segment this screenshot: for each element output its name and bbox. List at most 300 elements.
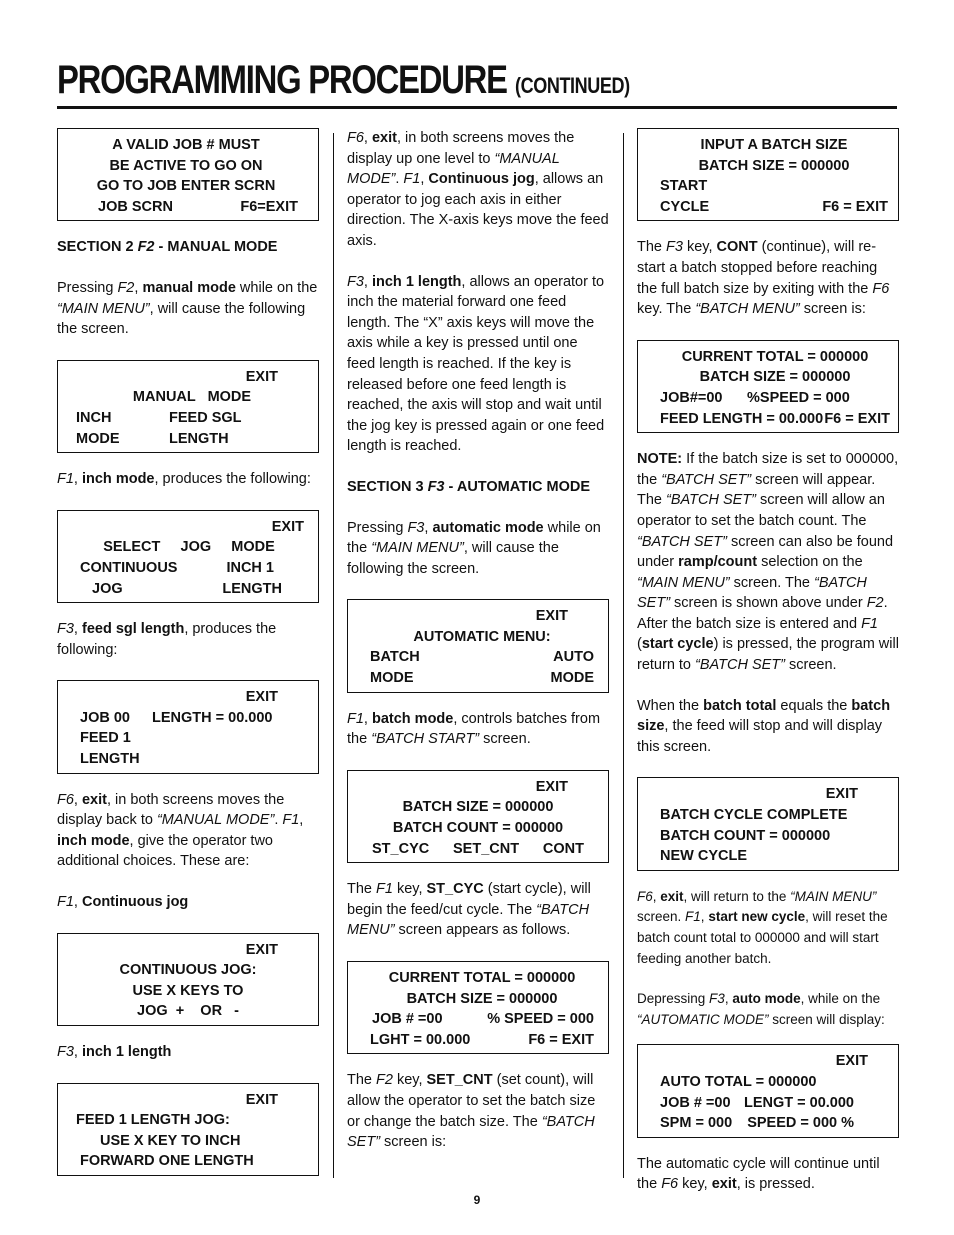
column-3 xyxy=(637,128,899,1215)
text-run: F1 xyxy=(376,881,393,898)
text-run: FORWARD ONE LENGTH xyxy=(80,1153,254,1170)
text-run: MODE xyxy=(370,670,414,687)
text-run: , xyxy=(652,888,661,904)
text-run: SECTION 2 xyxy=(57,239,138,256)
screen-line xyxy=(370,1030,594,1051)
screen-box-automatic-menu xyxy=(347,599,609,692)
text-run: FEED LENGTH = 00.000 xyxy=(660,410,824,427)
screen-box-continuous-jog xyxy=(57,933,319,1026)
text-run: . After the batch size is entered and xyxy=(637,595,888,632)
text-run: EXIT xyxy=(245,689,278,706)
text-run: screen will allow an operator to set the batch count. The xyxy=(637,492,885,529)
text-run: LENGTH xyxy=(80,751,140,768)
text-run: screen will appear. The xyxy=(637,471,876,509)
screen-line xyxy=(76,1151,308,1172)
text-run: Continuous jog xyxy=(81,894,189,911)
text-run: , controls batches from the xyxy=(347,710,601,748)
page-header xyxy=(57,58,897,103)
text-run: USE X KEYS TO xyxy=(132,982,244,999)
screen-line xyxy=(660,388,890,409)
text-run: feed sgl length xyxy=(81,621,185,638)
text-run: USE X KEY TO INCH xyxy=(100,1132,241,1149)
text-run: BATCH SIZE = 000000 xyxy=(698,157,850,174)
text-run: BATCH SIZE = 000000 xyxy=(402,799,554,816)
text-run: , xyxy=(134,279,143,296)
text-run: , allows an operator to jog each axis in either direction. The X-axis keys move the feed axis. xyxy=(347,171,609,249)
column-1 xyxy=(57,128,319,1192)
screen-line xyxy=(372,797,584,818)
screen-line xyxy=(660,367,890,388)
text-run: EXIT xyxy=(245,368,278,385)
text-run: EXIT xyxy=(535,778,568,795)
text-run: BATCH xyxy=(370,649,420,666)
text-run: screen. xyxy=(637,909,686,925)
text-run: FEED SGL xyxy=(169,409,242,426)
paragraph xyxy=(637,696,899,758)
screen-box-batch-set xyxy=(637,128,899,221)
screen-box-feed-sgl-length xyxy=(57,680,319,773)
paragraph xyxy=(347,709,609,750)
screen-box-batch-menu-current xyxy=(637,340,899,433)
text-run: inch mode xyxy=(81,471,155,488)
screen-line xyxy=(76,408,308,429)
text-run: exit xyxy=(711,1176,737,1193)
screen-box-valid-job xyxy=(57,128,319,221)
text-run: LGHT = 00.000 xyxy=(370,1031,471,1048)
text-run: screen is shown above under xyxy=(670,595,867,612)
text-run: “BATCH START” xyxy=(371,731,480,748)
text-run: AUTO xyxy=(553,649,594,666)
screen-line xyxy=(370,627,594,648)
paragraph xyxy=(347,272,609,457)
text-run: F3 xyxy=(347,273,364,290)
screen-line xyxy=(660,784,888,805)
text-run: , xyxy=(363,130,372,146)
paragraph xyxy=(347,518,609,580)
paragraph xyxy=(637,237,899,319)
text-run: , produces the following: xyxy=(57,621,277,658)
screen-line xyxy=(370,968,594,989)
text-run: screen. The xyxy=(729,574,814,591)
screen-box-batch-menu xyxy=(347,961,609,1054)
text-run: , xyxy=(420,171,429,188)
screen-box-auto-mode xyxy=(637,1044,899,1137)
paragraph xyxy=(57,790,319,872)
text-run: BATCH SIZE = 000000 xyxy=(406,990,558,1007)
paragraph xyxy=(57,892,319,913)
text-run: - AUTOMATIC MODE xyxy=(444,478,591,495)
screen-line xyxy=(74,156,298,177)
screen-line xyxy=(660,1093,854,1114)
text-run: , will reset the batch count total to 000000 and will start feeding another batch. xyxy=(637,909,888,966)
paragraph xyxy=(347,879,609,941)
text-run: START xyxy=(660,178,708,195)
text-run: . xyxy=(395,171,404,188)
text-run: F1 xyxy=(282,812,300,829)
text-run: (continue), will re-start a batch stopped before reaching the full batch size by exiting with the xyxy=(637,239,878,297)
text-run: BATCH CYCLE COMPLETE xyxy=(660,807,848,824)
text-run: SELECT JOG MODE xyxy=(103,539,275,556)
text-run: MANUAL MODE xyxy=(132,389,252,406)
text-run: F3 xyxy=(57,621,74,638)
paragraph xyxy=(637,1154,899,1195)
screen-line xyxy=(660,156,888,177)
text-run: , in both screens moves the display up one level to xyxy=(347,130,575,167)
text-run: selection on the xyxy=(757,554,863,571)
text-run: , xyxy=(73,894,82,911)
text-run: ST_CYC xyxy=(372,840,430,857)
section-heading xyxy=(347,477,609,498)
text-run: NEW CYCLE xyxy=(660,848,747,865)
text-run: , is pressed. xyxy=(736,1176,815,1193)
text-run: F2 xyxy=(117,279,135,296)
text-run: FEED 1 LENGTH JOG: xyxy=(76,1112,230,1129)
text-run: JOB # =00 xyxy=(660,1094,731,1111)
text-run: key, xyxy=(392,881,427,898)
screen-line xyxy=(80,517,304,538)
paragraph xyxy=(637,449,899,676)
text-run: JOB # =00 xyxy=(372,1011,443,1028)
text-run: When the xyxy=(637,697,704,714)
screen-line xyxy=(76,1110,308,1131)
text-run: “BATCH MENU” xyxy=(695,301,800,318)
text-run: - MANUAL MODE xyxy=(154,239,278,256)
text-run: , xyxy=(73,621,82,638)
screen-line xyxy=(80,687,308,708)
text-run: SECTION 3 xyxy=(347,478,428,495)
text-run: SPEED = 000 % xyxy=(747,1115,854,1132)
text-run: F6 xyxy=(57,791,74,808)
text-run: screen is: xyxy=(799,301,866,318)
text-run: SET_CNT xyxy=(426,1072,493,1089)
text-run: batch size xyxy=(637,697,891,735)
text-run: , will cause the following the screen. xyxy=(347,540,559,577)
text-run: F2 xyxy=(866,595,884,612)
screen-box-inch-1-length xyxy=(57,1083,319,1176)
text-run: , the feed will stop and will display this screen. xyxy=(637,718,883,755)
text-run: batch total xyxy=(703,697,777,714)
text-run: , produces the following: xyxy=(154,471,311,488)
screen-line xyxy=(80,749,308,770)
text-run: ST_CYC xyxy=(426,881,484,898)
text-run: ( xyxy=(637,636,642,653)
text-run: F3 xyxy=(709,991,725,1007)
text-run: “MAIN MENU” xyxy=(790,888,877,904)
screen-line xyxy=(660,1051,868,1072)
paragraph xyxy=(57,278,319,340)
text-run: “MAIN MENU” xyxy=(57,300,150,317)
text-run: (set count), will allow the operator to set the batch size or change the batch size. The xyxy=(347,1072,596,1130)
screen-line xyxy=(74,197,298,218)
text-run: F2 xyxy=(376,1072,393,1089)
text-run: CONTINUOUS JOG: xyxy=(119,962,257,979)
text-run: BATCH COUNT = 000000 xyxy=(660,827,831,844)
screen-line xyxy=(76,367,308,388)
text-run: screen can also be found under xyxy=(637,533,894,571)
screen-line xyxy=(68,1001,308,1022)
text-run: start cycle xyxy=(641,636,714,653)
text-run: , xyxy=(363,273,372,290)
screen-line xyxy=(660,135,888,156)
screen-line xyxy=(660,805,888,826)
text-run: F1 xyxy=(403,171,421,188)
text-run: “BATCH MENU” xyxy=(347,901,590,939)
text-run: INCH 1 xyxy=(226,559,274,576)
text-run: “MAIN MENU” xyxy=(637,574,730,591)
text-run: screen appears as follows. xyxy=(394,922,571,939)
text-run: CONT xyxy=(542,840,584,857)
screen-line xyxy=(370,989,594,1010)
text-run: exit xyxy=(660,888,684,904)
screen-line xyxy=(80,558,274,579)
paragraph xyxy=(637,887,899,969)
text-run: , will return to the xyxy=(683,888,791,904)
text-run: screen will display: xyxy=(768,1011,885,1027)
text-run: F3 xyxy=(666,239,683,256)
text-run: % SPEED = 000 xyxy=(487,1011,594,1028)
text-run: batch mode xyxy=(371,710,454,727)
text-run: F6=EXIT xyxy=(240,198,298,215)
screen-line xyxy=(80,537,298,558)
text-run: EXIT xyxy=(271,518,304,535)
screen-line xyxy=(660,176,888,197)
screen-line xyxy=(370,1009,594,1030)
text-run: F3 xyxy=(57,1044,74,1060)
text-run: key. The xyxy=(637,301,696,318)
text-run: inch mode xyxy=(57,832,130,849)
text-run: BATCH COUNT = 000000 xyxy=(392,820,564,837)
text-run: , in both screens moves the display back to xyxy=(57,791,285,829)
text-run: LENGTH xyxy=(222,580,282,597)
text-run: The xyxy=(637,239,667,256)
text-run: EXIT xyxy=(245,1091,278,1108)
text-run: start new cycle xyxy=(708,909,806,925)
text-run: INCH xyxy=(76,409,112,426)
text-run: CONT xyxy=(716,239,758,256)
screen-box-inch-mode xyxy=(57,510,319,603)
text-run: SPM = 000 xyxy=(660,1115,733,1132)
screen-line xyxy=(68,981,308,1002)
text-run: , xyxy=(299,812,304,829)
text-run: (start cycle), will begin the feed/cut cycle. The xyxy=(347,881,591,918)
text-run: EXIT xyxy=(835,1053,868,1070)
text-run: “BATCH SET” xyxy=(637,533,727,550)
text-run: key, xyxy=(682,239,717,256)
text-run: , while on the xyxy=(800,991,881,1007)
page-title: PROGRAMMING PROCEDURE (CONTINUED) xyxy=(57,58,630,102)
text-run: “AUTOMATIC MODE” xyxy=(637,1011,769,1027)
text-run: MODE xyxy=(550,670,594,687)
screen-box-batch-complete xyxy=(637,777,899,870)
text-run: Depressing xyxy=(637,991,710,1007)
text-run: F6 xyxy=(637,888,653,904)
text-run: , xyxy=(424,519,433,536)
text-run: CYCLE xyxy=(660,198,710,215)
paragraph xyxy=(347,128,609,252)
text-run: key, xyxy=(678,1176,712,1193)
screen-line xyxy=(372,839,584,860)
screen-line xyxy=(660,347,890,368)
paragraph xyxy=(637,989,899,1030)
text-run: screen. xyxy=(784,657,837,674)
section-heading xyxy=(57,237,319,258)
screen-line xyxy=(660,1113,854,1134)
screen-line xyxy=(74,135,298,156)
column-divider xyxy=(623,133,624,1178)
text-run: A VALID JOB # MUST xyxy=(112,137,260,153)
paragraph xyxy=(57,1042,319,1063)
text-run: LENGTH = 00.000 xyxy=(152,709,273,726)
text-run: F6 xyxy=(661,1176,679,1193)
header-rule xyxy=(57,106,897,109)
screen-line xyxy=(76,1090,308,1111)
text-run: LENGT = 00.000 xyxy=(743,1094,854,1111)
text-run: ramp/count xyxy=(678,554,758,571)
text-run: while on the xyxy=(347,519,601,557)
paragraph xyxy=(347,1070,609,1152)
screen-line xyxy=(68,960,308,981)
text-run: F1 xyxy=(347,710,364,727)
text-run: “MANUAL MODE” xyxy=(156,812,275,829)
screen-line xyxy=(372,777,584,798)
text-run: F1 xyxy=(861,615,878,632)
text-run: screen is: xyxy=(380,1134,447,1151)
screen-line xyxy=(370,606,594,627)
screen-line xyxy=(660,197,888,218)
text-run: equals the xyxy=(776,697,852,714)
text-run: JOG xyxy=(92,580,123,597)
text-run: key, xyxy=(392,1072,427,1089)
screen-line xyxy=(660,1072,854,1093)
text-run: , xyxy=(700,909,709,925)
text-run: automatic mode xyxy=(432,519,544,536)
text-run: F6 xyxy=(347,130,364,146)
text-run: , xyxy=(73,1044,82,1060)
text-run: F6 = EXIT xyxy=(824,410,890,427)
screen-line xyxy=(76,387,308,408)
text-run: EXIT xyxy=(245,941,278,958)
text-run: Pressing xyxy=(57,279,118,296)
text-run: , xyxy=(363,710,372,727)
text-run: F2 xyxy=(137,239,155,256)
text-run: CURRENT TOTAL = 000000 xyxy=(681,348,869,365)
text-run: BATCH SIZE = 000000 xyxy=(699,369,851,386)
text-run: EXIT xyxy=(825,786,858,803)
screen-line xyxy=(80,579,282,600)
page-subtitle: (CONTINUED) xyxy=(514,73,630,98)
column-2 xyxy=(347,128,609,1173)
text-run: INPUT A BATCH SIZE xyxy=(700,137,848,153)
screen-box-batch-start xyxy=(347,770,609,863)
text-run: exit xyxy=(371,130,397,146)
screen-line xyxy=(660,826,888,847)
text-run: F6 xyxy=(872,280,890,297)
text-run: AUTO TOTAL = 000000 xyxy=(660,1073,817,1090)
text-run: JOB SCRN xyxy=(98,198,173,215)
text-run: “BATCH SET” xyxy=(666,492,756,509)
screen-line xyxy=(660,846,888,867)
text-run: , xyxy=(724,991,733,1007)
text-run: SET_CNT xyxy=(453,840,520,857)
text-run: The automatic cycle will continue until the xyxy=(637,1155,880,1193)
text-run: inch 1 length xyxy=(81,1044,172,1060)
column-divider xyxy=(333,133,334,1178)
text-run: LENGTH xyxy=(169,430,229,447)
paragraph xyxy=(57,619,319,660)
text-run: , xyxy=(73,471,82,488)
text-run: , give the operator two additional choices. These are: xyxy=(57,832,273,870)
screen-line xyxy=(74,176,298,197)
text-run: “BATCH SET” xyxy=(347,1113,595,1151)
text-run: , allows an operator to inch the material forward one feed length. The “X” axis keys will move the axis while a key is pressed until one feed length is reached. If the key is released before one feed length is reached, the axis will stop and wait until the jog key is pressed again or one feed length is reached. xyxy=(347,273,605,455)
text-run: F1 xyxy=(685,909,701,925)
text-run: . xyxy=(274,812,283,829)
text-run: F6 = EXIT xyxy=(822,198,888,215)
text-run: screen. xyxy=(479,731,531,748)
text-run: JOB#=00 xyxy=(660,389,723,406)
text-run: auto mode xyxy=(732,991,801,1007)
text-run: %SPEED = 000 xyxy=(747,389,850,406)
text-run: MODE xyxy=(76,430,120,447)
screen-line xyxy=(80,708,308,729)
screen-line xyxy=(370,647,594,668)
text-run: F1 xyxy=(57,471,74,488)
screen-line xyxy=(660,409,890,430)
text-run: EXIT xyxy=(535,608,568,625)
text-run: exit xyxy=(81,791,107,808)
screen-line xyxy=(80,728,308,749)
text-run: “BATCH SET” xyxy=(661,471,752,488)
text-run: F3 xyxy=(427,478,445,495)
text-run: “MAIN MENU” xyxy=(371,540,464,557)
text-run: F6 = EXIT xyxy=(528,1031,594,1048)
text-run: , xyxy=(73,791,82,808)
text-run: CURRENT TOTAL = 000000 xyxy=(388,970,576,986)
text-run: BE ACTIVE TO GO ON xyxy=(109,157,263,174)
text-run: If the batch size is set to 000000, the xyxy=(637,451,899,488)
text-run: manual mode xyxy=(142,279,236,296)
text-run: The xyxy=(347,1072,377,1089)
text-run: “MANUAL MODE” xyxy=(347,150,560,188)
text-run: inch 1 length xyxy=(371,273,462,290)
text-run: while on the xyxy=(235,279,318,296)
text-run: AUTOMATIC MENU: xyxy=(413,628,551,645)
text-run: ) is pressed, the program will return to xyxy=(637,636,899,674)
text-run: CONTINUOUS xyxy=(80,559,178,576)
screen-line xyxy=(68,940,308,961)
page-number: 9 xyxy=(473,1193,481,1207)
text-run: “BATCH SET” xyxy=(637,574,867,612)
text-run: Continuous jog xyxy=(428,171,535,188)
text-run: “BATCH SET” xyxy=(695,657,785,674)
screen-line xyxy=(76,429,308,450)
text-run: The xyxy=(347,881,377,898)
text-run: JOG + OR - xyxy=(137,1003,239,1020)
text-run: F3 xyxy=(407,519,425,536)
text-run: GO TO JOB ENTER SCRN xyxy=(96,178,276,195)
text-run: Pressing xyxy=(347,519,408,536)
paragraph xyxy=(57,469,319,490)
text-run: JOB 00 xyxy=(80,709,130,726)
screen-box-manual-mode xyxy=(57,360,319,453)
text-run: FEED 1 xyxy=(80,730,131,747)
screen-line xyxy=(76,1131,308,1152)
text-run: NOTE: xyxy=(637,451,683,468)
text-run: F1 xyxy=(57,894,74,911)
screen-line xyxy=(372,818,584,839)
screen-line xyxy=(370,668,594,689)
text-run: , will cause the following the screen. xyxy=(57,300,306,338)
